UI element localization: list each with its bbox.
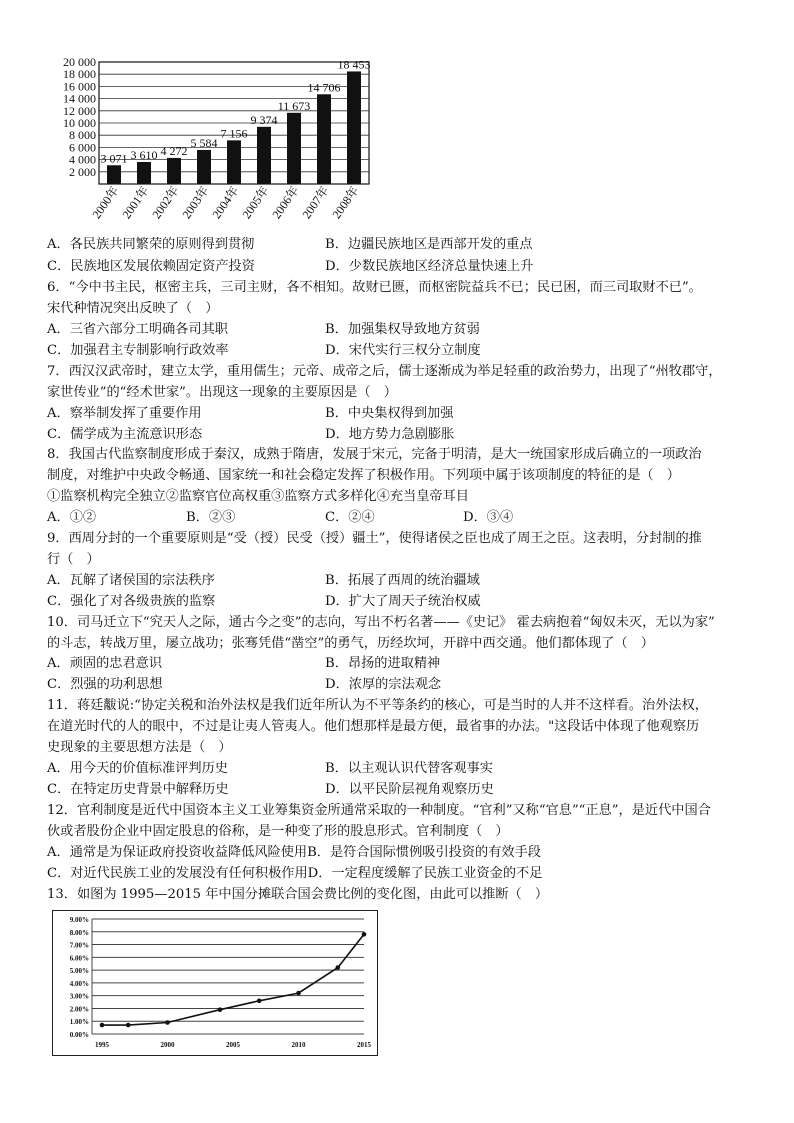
bar-y-tick-label: 12 000	[63, 103, 96, 118]
q5-option-a[interactable]: A．各民族共同繁荣的原则得到贯彻	[47, 237, 255, 252]
line-y-tick-label: 1.00%	[69, 1018, 89, 1027]
bar-value-label: 18 453	[337, 57, 370, 72]
bar-value-label: 4 272	[160, 143, 188, 158]
line-x-tick-label: 2010	[291, 1041, 306, 1049]
q9-option-a[interactable]: A．瓦解了诸侯国的宗法秩序	[47, 573, 215, 588]
bar-value-label: 14 706	[307, 80, 341, 95]
q5-option-d[interactable]: D．少数民族地区经济总量快速上升	[325, 259, 534, 274]
q8-option-c[interactable]: C．②④	[325, 510, 375, 525]
q6-stem-1: 6．“今中书主民，枢密主兵，三司主财，各不相知。故财已匮，而枢密院益兵不已；民已困，而三司取财不已”。	[47, 280, 702, 295]
line-y-tick-label: 5.00%	[69, 967, 89, 976]
line-y-tick-label: 2.00%	[69, 1005, 89, 1014]
line-y-tick-label: 3.00%	[69, 992, 89, 1001]
q12-options-cd[interactable]: C．对近代民族工业的发展没有任何积极作用D．一定程度缓解了民族工业资金的不足	[47, 866, 543, 881]
line-x-tick-label: 2000	[160, 1041, 175, 1049]
q10-stem-2: 的斗志，转战万里，屡立战功；张骞凭借“凿空”的勇气，历经坎坷，开辟中西交通。他们都体现了（ ）	[47, 636, 654, 651]
line-x-tick-label: 2015	[357, 1041, 371, 1049]
q10-option-c[interactable]: C．烈强的功利思想	[47, 677, 163, 692]
line-point	[218, 1007, 223, 1012]
q8-option-d[interactable]: D．③④	[463, 510, 514, 525]
q11-option-c[interactable]: C．在特定历史背景中解释历史	[47, 782, 229, 797]
line-chart	[52, 910, 378, 1056]
q6-option-d[interactable]: D．宋代实行三权分立制度	[325, 343, 481, 358]
q12-options-ab[interactable]: A．通常是为保证政府投资收益降低风险使用B．是符合国际惯例吸引投资的有效手段	[47, 845, 541, 860]
q11-stem-3: 史现象的主要思想方法是（ ）	[47, 740, 232, 755]
bar-x-tick-label: 2003年	[179, 183, 212, 222]
q6-stem-2: 宋代种情况突出反映了（ ）	[47, 301, 219, 316]
bar-value-label: 11 673	[277, 98, 311, 113]
line-y-tick-label: 8.00%	[69, 928, 89, 937]
bar-value-label: 7 156	[220, 126, 248, 141]
line-point	[126, 1023, 131, 1028]
bar	[197, 150, 211, 184]
bar-x-tick-label: 2000年	[89, 183, 122, 222]
q13-stem: 13．如图为 1995—2015 年中国分摊联合国会费比例的变化图，由此可以推断（ ）	[47, 887, 549, 902]
bar	[107, 165, 121, 184]
line-point	[165, 1020, 170, 1025]
q5-option-b[interactable]: B．边疆民族地区是西部开发的重点	[325, 237, 533, 252]
bar-x-tick-label: 2007年	[299, 183, 332, 222]
q10-option-a[interactable]: A．顽固的忠君意识	[47, 656, 163, 671]
q8-statements: ①监察机构完全独立②监察官位高权重③监察方式多样化④充当皇帝耳目	[47, 489, 469, 504]
line-point	[362, 932, 367, 937]
q10-stem-1: 10．司马迁立下“究天人之际，通古今之变”的志向，写出不朽名著——《史记》 霍去病抱着“匈奴未灭，无以为家”	[47, 615, 715, 630]
bar-y-tick-label: 18 000	[63, 67, 96, 82]
bar-y-tick-label: 4 000	[69, 152, 96, 167]
line-point	[100, 1023, 105, 1028]
bar-y-tick-label: 8 000	[69, 128, 96, 143]
line-point	[296, 991, 301, 996]
line-y-tick-label: 0.00%	[69, 1031, 89, 1039]
bar-x-tick-label: 2008年	[329, 183, 362, 222]
line-point	[336, 965, 341, 970]
line-x-tick-label: 1995	[95, 1041, 109, 1049]
bar-y-tick-label: 20 000	[63, 55, 96, 69]
bar-value-label: 3 610	[130, 147, 158, 162]
bar-value-label: 3 071	[100, 151, 128, 166]
bar	[317, 94, 331, 184]
line-y-tick-label: 9.00%	[69, 916, 89, 924]
line-x-tick-label: 2005	[226, 1041, 240, 1049]
bar-y-tick-label: 10 000	[63, 116, 96, 130]
q9-option-c[interactable]: C．强化了对各级贵族的监察	[47, 594, 216, 609]
line-y-tick-label: 7.00%	[69, 941, 89, 950]
q7-option-c[interactable]: C．儒学成为主流意识形态	[47, 427, 203, 442]
q12-stem-2: 伙或者股份企业中固定股息的俗称，是一种变了形的股息形式。官利制度（ ）	[47, 824, 509, 839]
bar-y-tick-label: 6 000	[69, 140, 96, 155]
q9-stem-1: 9．西周分封的一个重要原则是“受（授）民受（授）疆土”，使得诸侯之臣也成了周王之臣。这表明，分封制的推	[47, 531, 702, 546]
q7-option-d[interactable]: D．地方势力急剧膨胀	[325, 427, 455, 442]
bar-chart-y-ticks	[63, 55, 96, 179]
q7-stem-1: 7．西汉汉武帝时，建立太学，重用儒生；元帝、成帝之后，儒士逐渐成为举足轻重的政治势力，出现了“州牧郡守，	[47, 364, 722, 379]
q8-stem-2: 制度，对维护中央政令畅通、国家统一和社会稳定发挥了积极作用。下列项中属于该项制度的特征的是（ ）	[47, 468, 680, 483]
bar-chart-x-ticks	[89, 183, 362, 221]
bar	[167, 158, 181, 184]
bar-x-tick-label: 2001年	[119, 183, 152, 222]
q7-option-a[interactable]: A．察举制发挥了重要作用	[47, 406, 202, 421]
q10-option-b[interactable]: B．昂扬的进取精神	[325, 656, 441, 671]
bar-y-tick-label: 16 000	[63, 79, 96, 94]
bar-x-tick-label: 2005年	[239, 183, 272, 222]
line-point	[257, 998, 262, 1003]
bar-x-tick-label: 2004年	[209, 183, 242, 222]
q11-stem-2: 在道光时代的人的眼中，不过是让夷人管夷人。他们想那样是最方便，最省事的办法。"这段话中体现了他观察历	[47, 719, 700, 734]
bar	[227, 140, 241, 184]
q9-option-b[interactable]: B．拓展了西周的统治疆域	[325, 573, 480, 588]
q10-option-d[interactable]: D．浓厚的宗法观念	[325, 677, 442, 692]
q9-stem-2: 行（ ）	[47, 552, 100, 567]
bar	[257, 127, 271, 184]
q11-option-d[interactable]: D．以平民阶层视角观察历史	[325, 782, 494, 797]
bar-value-label: 5 584	[190, 135, 218, 150]
q9-option-d[interactable]: D．扩大了周天子统治权威	[325, 594, 481, 609]
q7-option-b[interactable]: B．中央集权得到加强	[325, 406, 454, 421]
q7-stem-2: 家世传业”的“经术世家”。出现这一现象的主要原因是（ ）	[47, 385, 397, 400]
bar-x-tick-label: 2006年	[269, 183, 302, 222]
q12-stem-1: 12．官利制度是近代中国资本主义工业筹集资金所通常采取的一种制度。“官利”又称“官息”“正息”，是近代中国合	[47, 803, 711, 818]
bar-chart	[44, 52, 370, 234]
q8-option-b[interactable]: B．②③	[186, 510, 236, 525]
q6-option-a[interactable]: A．三省六部分工明确各司其职	[47, 322, 228, 337]
bar	[347, 71, 361, 184]
bar-y-tick-label: 14 000	[63, 91, 96, 106]
bar-x-tick-label: 2002年	[149, 183, 182, 222]
q11-option-b[interactable]: B．以主观认识代替客观事实	[325, 761, 493, 776]
q11-option-a[interactable]: A．用今天的价值标准评判历史	[47, 761, 228, 776]
q8-stem-1: 8．我国古代监察制度形成于秦汉，成熟于隋唐，发展于宋元，完备于明清，是大一统国家形成后确立的一项政治	[47, 447, 702, 462]
q11-stem-1: 11．蒋廷黻说:“协定关税和治外法权是我们近年所认为不平等条约的核心，可是当时的人并不这样看。治外法权，	[47, 698, 708, 713]
bar-y-tick-label: 2 000	[69, 164, 96, 179]
bar	[287, 113, 301, 184]
bar	[137, 162, 151, 184]
line-y-tick-label: 6.00%	[69, 954, 89, 963]
q5-option-c[interactable]: C．民族地区发展依赖固定资产投资	[47, 259, 255, 274]
line-y-tick-label: 4.00%	[69, 979, 89, 988]
bar-value-label: 9 374	[250, 112, 278, 127]
q6-option-c[interactable]: C．加强君主专制影响行政效率	[47, 343, 229, 358]
q8-option-a[interactable]: A．①②	[47, 510, 97, 525]
q6-option-b[interactable]: B．加强集权导致地方贫弱	[325, 322, 480, 337]
